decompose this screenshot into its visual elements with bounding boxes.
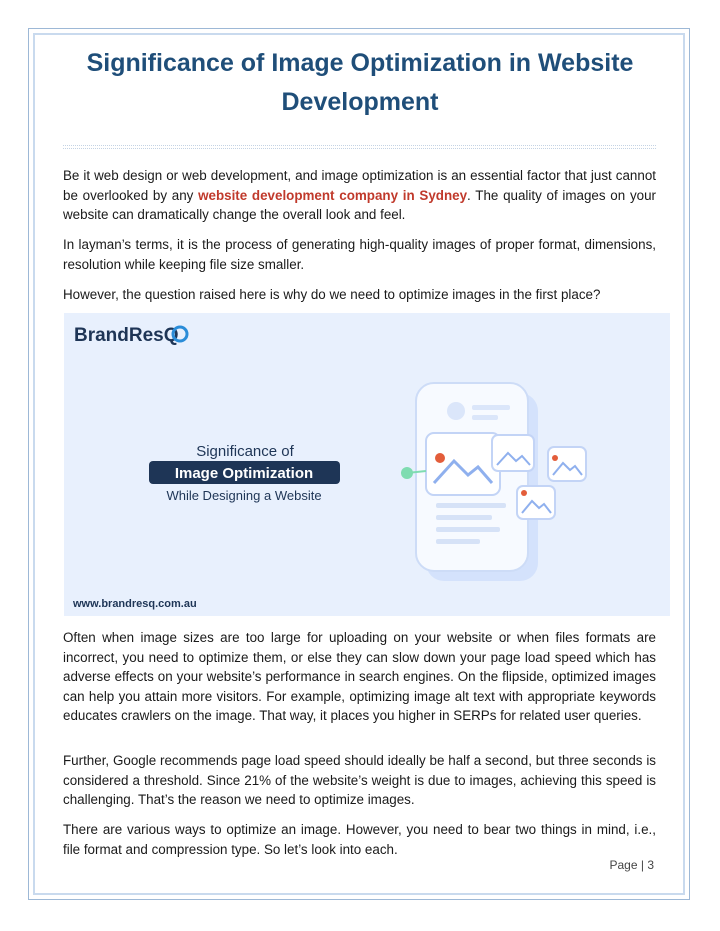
- intro-text-end: . The quality of images on your website can dramatically change the overall look and feel.: [63, 187, 656, 222]
- hero-url: www.brandresq.com.au: [73, 598, 197, 610]
- page-number-value: 3: [647, 858, 654, 872]
- hero-line-3: While Designing a Website: [166, 488, 322, 503]
- image-card-main: [426, 433, 500, 495]
- definition-paragraph: In layman’s terms, it is the process of generating high-quality images of proper format, dimensions, resolution while keeping file size smaller.: [63, 237, 656, 272]
- page-speed-paragraph: Further, Google recommends page load speed should ideally be half a second, but three seconds is considered a threshold. Since 21% of the website’s weight is due to images, achieving this speed is challenging. That’s the reason we need to optimize images.: [63, 753, 656, 807]
- hero-line-2: Image Optimization: [174, 465, 314, 482]
- image-card-small-1: [492, 435, 534, 471]
- intro-paragraph: [63, 166, 656, 225]
- optimization-reasons-paragraph: Often when image sizes are too large for uploading on your website or when files formats are incorrect, you need to optimize them, or else they can slow down your page load speed which has adverse effects on your website’s performance in search engines. On the flipside, optimized images can help you attain more visitors. For example, optimizing image alt text with appropriate keywords educates crawlers on the image. That way, it places you higher in SERPs for related user queries.: [63, 630, 656, 723]
- intro-text-start: Be it web design or web development, and image optimization is an essential factor that just cannot be overlooked by any: [63, 168, 656, 203]
- image-card-small-3: [517, 486, 555, 519]
- image-card-small-2: [548, 447, 586, 481]
- question-paragraph: However, the question raised here is why do we need to optimize images in the first place?: [63, 287, 601, 302]
- methods-paragraph: There are various ways to optimize an image. However, you need to bear two things in mind, i.e., file format and compression type. So let’s look into each.: [63, 822, 656, 857]
- brand-logo: BrandResQ: [74, 325, 179, 346]
- page-title: Significance of Image Optimization in Website Development: [86, 49, 634, 116]
- hero-illustration: [64, 313, 670, 616]
- website-development-link[interactable]: website development company in Sydney: [198, 187, 468, 203]
- page-label: Page: [609, 858, 638, 872]
- page-number: Page | 3: [609, 858, 654, 872]
- title-divider: [63, 145, 656, 149]
- hero-banner-image: [64, 313, 670, 616]
- hero-line-1: Significance of: [196, 443, 294, 460]
